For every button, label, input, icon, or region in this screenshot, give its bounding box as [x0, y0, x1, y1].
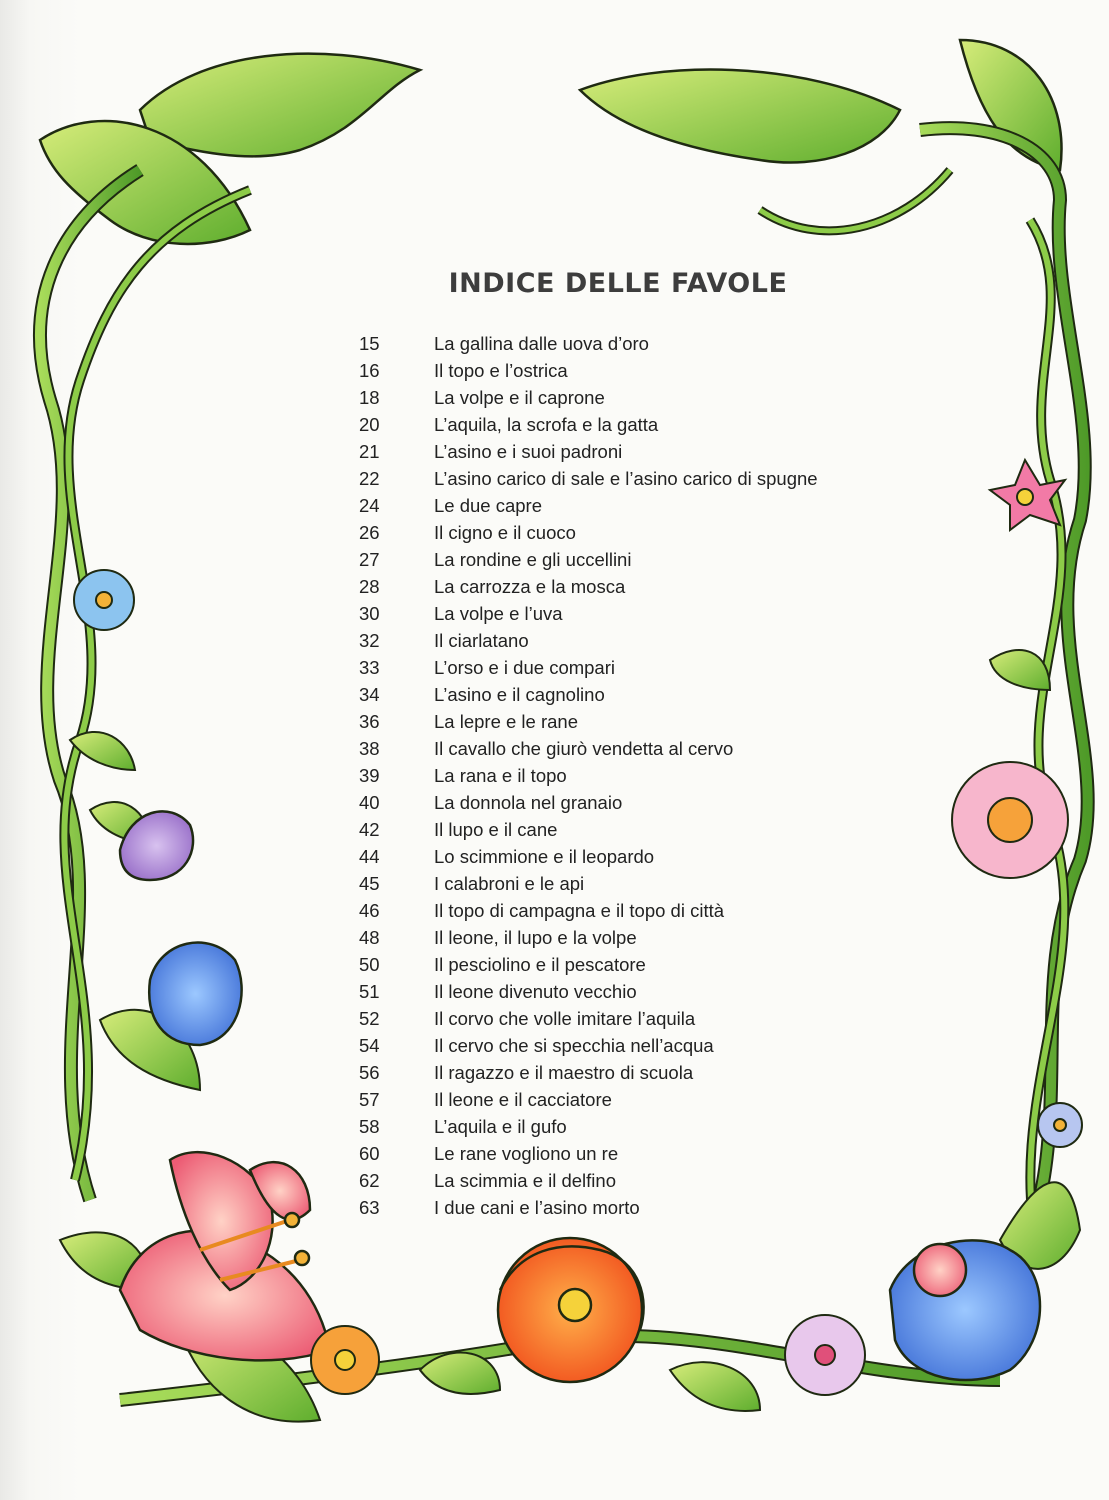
index-entry	[355, 762, 875, 789]
entry-page-number: 38	[359, 738, 380, 759]
entry-title: La scimmia e il delfino	[434, 1170, 616, 1191]
index-entry	[355, 708, 875, 735]
entry-page-number: 33	[359, 657, 380, 678]
entry-title: Il ciarlatano	[434, 630, 529, 651]
entry-page-number: 62	[359, 1170, 380, 1191]
entry-title: La rondine e gli uccellini	[434, 549, 632, 570]
entry-title: Le rane vogliono un re	[434, 1143, 619, 1164]
page-title: INDICE DELLE FAVOLE	[448, 268, 788, 299]
entry-title: La rana e il topo	[434, 765, 567, 786]
index-entry	[355, 330, 875, 357]
top-right-leaves	[580, 40, 1062, 170]
entry-title: Il corvo che volle imitare l’aquila	[434, 1008, 696, 1029]
index-entry	[355, 735, 875, 762]
index-entry	[355, 681, 875, 708]
index-entry	[355, 438, 875, 465]
entry-page-number: 28	[359, 576, 380, 597]
index-entry	[355, 1059, 875, 1086]
index-entry	[355, 1086, 875, 1113]
entry-title: Il leone divenuto vecchio	[434, 981, 637, 1002]
index-entry	[355, 924, 875, 951]
index-entry	[355, 816, 875, 843]
entry-page-number: 18	[359, 387, 380, 408]
entry-page-number: 42	[359, 819, 380, 840]
entry-page-number: 20	[359, 414, 380, 435]
entry-title: Il ragazzo e il maestro di scuola	[434, 1062, 694, 1083]
entry-page-number: 26	[359, 522, 380, 543]
index-entry	[355, 1032, 875, 1059]
entry-title: Il cavallo che giurò vendetta al cervo	[434, 738, 734, 759]
fable-index-list	[355, 330, 875, 1221]
entry-page-number: 54	[359, 1035, 380, 1056]
entry-title: La lepre e le rane	[434, 711, 578, 732]
index-entry	[355, 1140, 875, 1167]
entry-page-number: 21	[359, 441, 380, 462]
blue-forget-me-not-icon	[74, 570, 134, 630]
top-left-leaves	[40, 54, 420, 244]
entry-title: Il leone, il lupo e la volpe	[434, 927, 637, 948]
entry-page-number: 63	[359, 1197, 380, 1218]
entry-title: Il lupo e il cane	[434, 819, 558, 840]
entry-page-number: 58	[359, 1116, 380, 1137]
entry-title: La gallina dalle uova d’oro	[434, 333, 649, 354]
entry-page-number: 40	[359, 792, 380, 813]
entry-page-number: 24	[359, 495, 380, 516]
entry-page-number: 32	[359, 630, 380, 651]
entry-page-number: 48	[359, 927, 380, 948]
index-entry	[355, 789, 875, 816]
entry-title: L’asino e il cagnolino	[434, 684, 605, 705]
entry-page-number: 15	[359, 333, 380, 354]
index-entry	[355, 600, 875, 627]
entry-title: La volpe e l’uva	[434, 603, 563, 624]
index-entry	[355, 384, 875, 411]
entry-page-number: 27	[359, 549, 380, 570]
entry-title: Il topo di campagna e il topo di città	[434, 900, 725, 921]
entry-page-number: 57	[359, 1089, 380, 1110]
entry-page-number: 22	[359, 468, 380, 489]
entry-page-number: 50	[359, 954, 380, 975]
index-entry	[355, 546, 875, 573]
entry-page-number: 45	[359, 873, 380, 894]
entry-title: Il pesciolino e il pescatore	[434, 954, 646, 975]
index-entry	[355, 465, 875, 492]
entry-title: I calabroni e le api	[434, 873, 585, 894]
entry-title: Le due capre	[434, 495, 543, 516]
entry-page-number: 56	[359, 1062, 380, 1083]
index-entry	[355, 1194, 875, 1221]
entry-title: La donnola nel granaio	[434, 792, 623, 813]
entry-title: Il leone e il cacciatore	[434, 1089, 612, 1110]
entry-title: L’aquila, la scrofa e la gatta	[434, 414, 659, 435]
entry-page-number: 51	[359, 981, 380, 1002]
entry-title: Lo scimmione e il leopardo	[434, 846, 655, 867]
index-entry	[355, 411, 875, 438]
index-entry	[355, 492, 875, 519]
index-entry	[355, 1113, 875, 1140]
entry-title: Il topo e l’ostrica	[434, 360, 568, 381]
orange-daisy-icon	[311, 1326, 379, 1394]
entry-page-number: 46	[359, 900, 380, 921]
entry-title: L’asino carico di sale e l’asino carico di spugne	[434, 468, 818, 489]
entry-page-number: 60	[359, 1143, 380, 1164]
entry-page-number: 39	[359, 765, 380, 786]
index-entry	[355, 951, 875, 978]
index-entry	[355, 1167, 875, 1194]
pink-daisy-icon	[952, 762, 1068, 878]
index-entry	[355, 357, 875, 384]
pink-star-flower-icon	[990, 460, 1065, 530]
blue-rose-icon	[890, 1240, 1040, 1380]
pansy-icon	[1038, 1103, 1082, 1147]
orange-poppy-icon	[498, 1238, 644, 1382]
entry-page-number: 44	[359, 846, 380, 867]
entry-page-number: 16	[359, 360, 380, 381]
index-entry	[355, 627, 875, 654]
index-entry	[355, 978, 875, 1005]
entry-title: La volpe e il caprone	[434, 387, 605, 408]
entry-title: La carrozza e la mosca	[434, 576, 626, 597]
entry-title: Il cigno e il cuoco	[434, 522, 576, 543]
entry-title: Il cervo che si specchia nell’acqua	[434, 1035, 714, 1056]
index-entry	[355, 1005, 875, 1032]
entry-page-number: 36	[359, 711, 380, 732]
index-entry	[355, 654, 875, 681]
index-entry	[355, 843, 875, 870]
entry-title: L’asino e i suoi padroni	[434, 441, 623, 462]
entry-page-number: 30	[359, 603, 380, 624]
entry-title: L’orso e i due compari	[434, 657, 615, 678]
entry-title: I due cani e l’asino morto	[434, 1197, 640, 1218]
entry-page-number: 34	[359, 684, 380, 705]
entry-page-number: 52	[359, 1008, 380, 1029]
index-entry	[355, 573, 875, 600]
index-entry	[355, 519, 875, 546]
pink-lily-icon	[120, 1152, 330, 1360]
purple-flower-icon	[785, 1315, 865, 1395]
entry-title: L’aquila e il gufo	[434, 1116, 567, 1137]
index-entry	[355, 870, 875, 897]
index-entry	[355, 897, 875, 924]
